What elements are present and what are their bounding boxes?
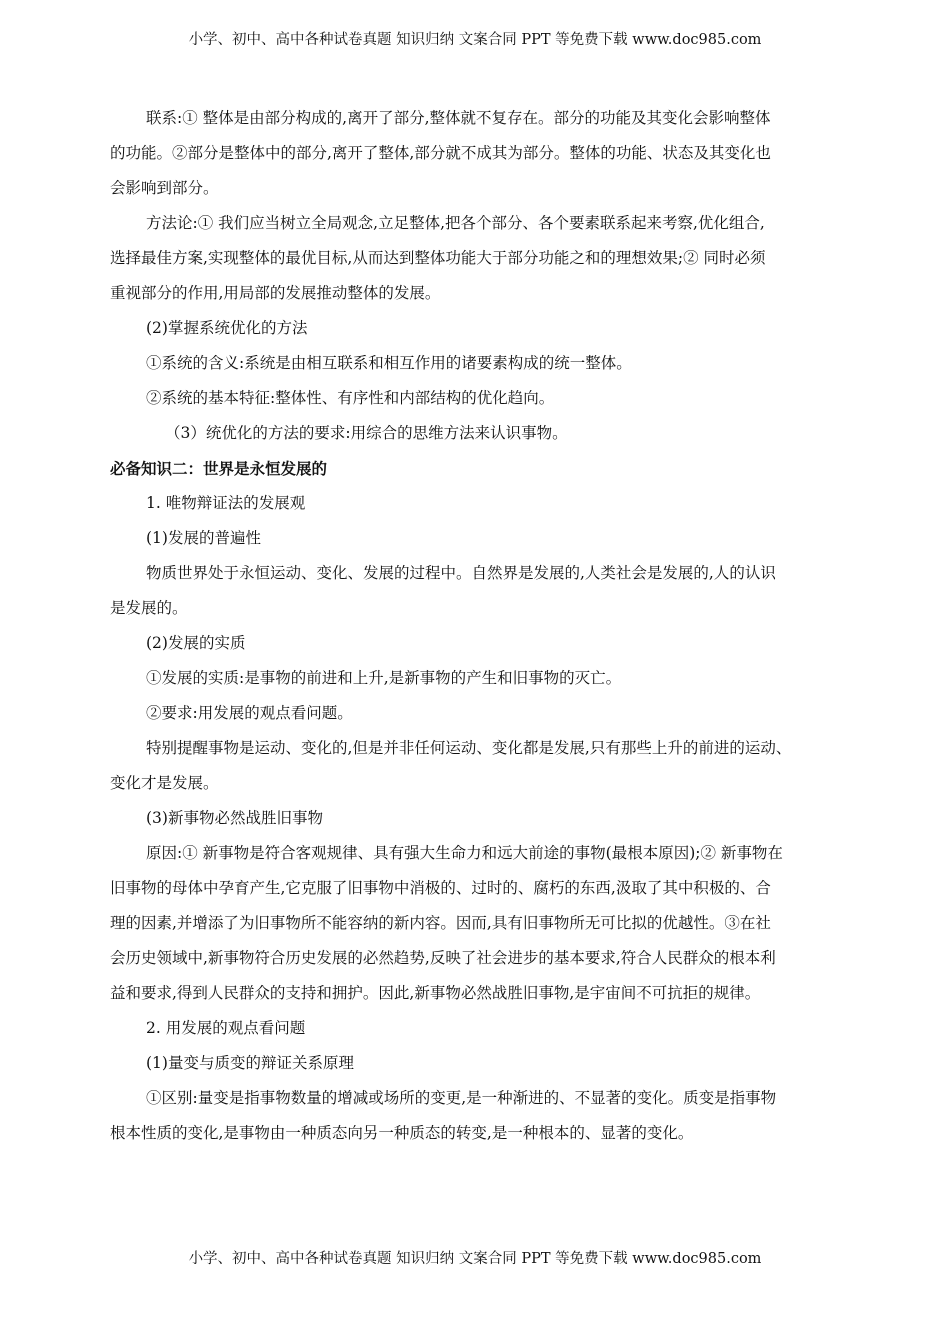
text-line: （3）统优化的方法的要求:用综合的思维方法来认识事物。: [165, 424, 568, 442]
text-line: (2)发展的实质: [146, 634, 246, 652]
text-line: ①系统的含义:系统是由相互联系和相互作用的诸要素构成的统一整体。: [146, 354, 632, 372]
text-line: (1)发展的普遍性: [146, 529, 261, 547]
text-line: 会影响到部分。: [110, 179, 219, 197]
text-line: 理的因素,并增添了为旧事物所不能容纳的新内容。因而,具有旧事物所无可比拟的优越性。③在社: [110, 914, 771, 932]
text-line: 2. 用发展的观点看问题: [146, 1019, 306, 1037]
text-line: 方法论:① 我们应当树立全局观念,立足整体,把各个部分、各个要素联系起来考察,优化组合,: [146, 214, 765, 232]
page-footer: 小学、初中、高中各种试卷真题 知识归纳 文案合同 PPT 等免费下载 www.doc985.com: [188, 1251, 762, 1267]
text-line: 选择最佳方案,实现整体的最优目标,从而达到整体功能大于部分功能之和的理想效果;② 同时必须: [110, 249, 766, 267]
page-header: 小学、初中、高中各种试卷真题 知识归纳 文案合同 PPT 等免费下载 www.doc985.com: [188, 32, 762, 48]
text-line: 联系:① 整体是由部分构成的,离开了部分,整体就不复存在。部分的功能及其变化会影响整体: [146, 109, 771, 127]
text-line: 重视部分的作用,用局部的发展推动整体的发展。: [110, 284, 441, 302]
text-line: 的功能。②部分是整体中的部分,离开了整体,部分就不成其为部分。整体的功能、状态及其变化也: [110, 144, 771, 162]
text-line: 物质世界处于永恒运动、变化、发展的过程中。自然界是发展的,人类社会是发展的,人的认识: [146, 564, 776, 582]
document-body: [110, 101, 840, 1151]
text-line: ②系统的基本特征:整体性、有序性和内部结构的优化趋向。: [146, 389, 555, 407]
text-line: 变化才是发展。: [110, 774, 219, 792]
text-line: (1)量变与质变的辩证关系原理: [146, 1054, 354, 1072]
text-line: ①区别:量变是指事物数量的增减或场所的变更,是一种渐进的、不显著的变化。质变是指事物: [146, 1089, 777, 1107]
text-line: (3)新事物必然战胜旧事物: [146, 809, 323, 827]
text-line: ②要求:用发展的观点看问题。: [146, 704, 353, 722]
text-line: 根本性质的变化,是事物由一种质态向另一种质态的转变,是一种根本的、显著的变化。: [110, 1124, 694, 1142]
text-line: 原因:① 新事物是符合客观规律、具有强大生命力和远大前途的事物(最根本原因);② 新事物在: [146, 844, 783, 862]
text-line: (2)掌握系统优化的方法: [146, 319, 308, 337]
text-line: ①发展的实质:是事物的前进和上升,是新事物的产生和旧事物的灭亡。: [146, 669, 622, 687]
text-line: 旧事物的母体中孕育产生,它克服了旧事物中消极的、过时的、腐朽的东西,汲取了其中积极的、合: [110, 879, 771, 897]
text-line: 益和要求,得到人民群众的支持和拥护。因此,新事物必然战胜旧事物,是宇宙间不可抗拒的规律。: [110, 984, 761, 1002]
section-heading: 必备知识二：世界是永恒发展的: [110, 459, 328, 478]
text-line: 是发展的。: [110, 599, 188, 617]
text-line: 特别提醒事物是运动、变化的,但是并非任何运动、变化都是发展,只有那些上升的前进的运动、: [146, 739, 792, 757]
text-line: 1. 唯物辩证法的发展观: [146, 494, 306, 512]
text-line: 会历史领域中,新事物符合历史发展的必然趋势,反映了社会进步的基本要求,符合人民群众的根本利: [110, 949, 776, 967]
